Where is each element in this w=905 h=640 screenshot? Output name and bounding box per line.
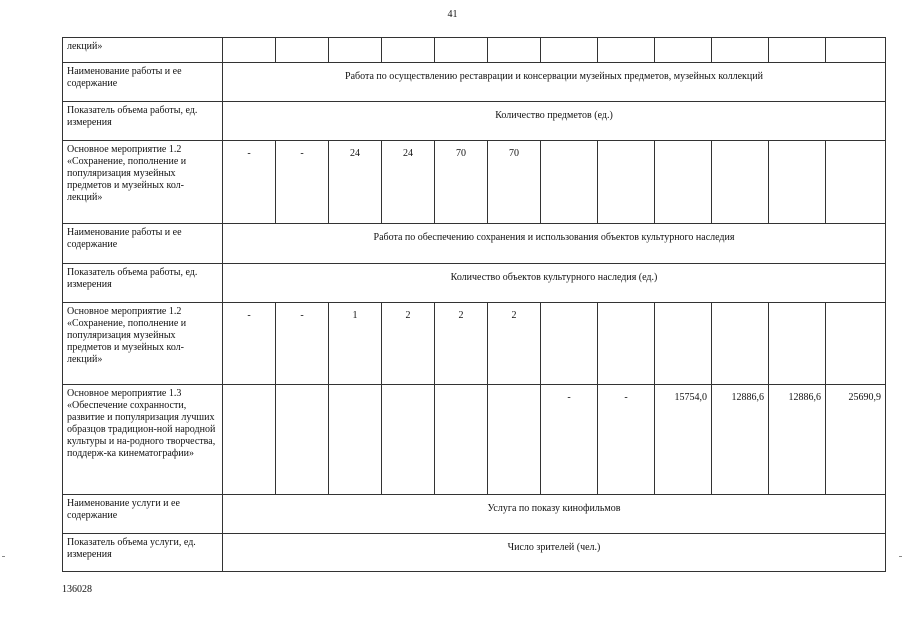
table-cell: 12886,6: [712, 385, 769, 495]
table-row: [63, 303, 886, 385]
page-number: 41: [447, 9, 458, 20]
merged-cell: Количество предметов (ед.): [223, 102, 886, 141]
table-cell: [488, 38, 541, 63]
table-cell: [712, 303, 769, 385]
merged-cell: Работа по обеспечению сохранения и использования объектов культурного наследия: [223, 224, 886, 264]
row-label: лекций»: [63, 38, 223, 63]
table-cell: [655, 38, 712, 63]
merged-cell: Число зрителей (чел.): [223, 534, 886, 572]
table-cell: -: [223, 303, 276, 385]
table-cell: [655, 141, 712, 224]
table-cell: 24: [329, 141, 382, 224]
table-cell: [712, 141, 769, 224]
table-cell: 1: [329, 303, 382, 385]
table-cell: [382, 38, 435, 63]
table-cell: 2: [488, 303, 541, 385]
table-cell: 12886,6: [769, 385, 826, 495]
table-cell: [826, 303, 886, 385]
table-cell: [329, 38, 382, 63]
table-cell: [712, 38, 769, 63]
table-cell: [382, 385, 435, 495]
row-label: Основное мероприятие 1.3 «Обеспечение сохранности, развитие и популяризация лучших образцов традицион-ной народной культуры и на-родного творчества, поддерж-ка кинематографии»: [63, 385, 223, 495]
table-cell: [541, 303, 598, 385]
table-cell: [769, 303, 826, 385]
table-cell: [435, 385, 488, 495]
table-cell: [826, 141, 886, 224]
table-cell: [769, 38, 826, 63]
table-cell: -: [223, 141, 276, 224]
table-row: [63, 141, 886, 224]
table-cell: 15754,0: [655, 385, 712, 495]
table-cell: [435, 38, 488, 63]
row-label: Показатель объема работы, ед. измерения: [63, 102, 223, 141]
table-cell: 24: [382, 141, 435, 224]
table-cell: -: [598, 385, 655, 495]
table-cell: 2: [382, 303, 435, 385]
edge-mark: [2, 556, 5, 557]
table-cell: [598, 38, 655, 63]
table-cell: [223, 385, 276, 495]
table-cell: [769, 141, 826, 224]
table-row: [63, 385, 886, 495]
table-cell: [541, 38, 598, 63]
table-cell: 70: [435, 141, 488, 224]
table-cell: [488, 385, 541, 495]
table-cell: -: [276, 141, 329, 224]
table-row: [63, 264, 886, 303]
table-cell: 70: [488, 141, 541, 224]
row-label: Основное мероприятие 1.2 «Сохранение, пополнение и популяризация музейных предметов и музейных кол-лекций»: [63, 141, 223, 224]
table-cell: [655, 303, 712, 385]
plan-table: [62, 37, 886, 572]
row-label: Показатель объема услуги, ед. измерения: [63, 534, 223, 572]
table-cell: 25690,9: [826, 385, 886, 495]
table-cell: [276, 38, 329, 63]
merged-cell: Услуга по показу кинофильмов: [223, 495, 886, 534]
table-cell: [276, 385, 329, 495]
table-cell: [598, 141, 655, 224]
row-label: Основное мероприятие 1.2 «Сохранение, пополнение и популяризация музейных предметов и музейных кол-лекций»: [63, 303, 223, 385]
table-cell: [223, 38, 276, 63]
table-cell: [329, 385, 382, 495]
table-cell: [541, 141, 598, 224]
row-label: Показатель объема работы, ед. измерения: [63, 264, 223, 303]
table-row: [63, 63, 886, 102]
table-row: [63, 224, 886, 264]
table-row: [63, 534, 886, 572]
table-cell: -: [541, 385, 598, 495]
row-label: Наименование услуги и ее содержание: [63, 495, 223, 534]
merged-cell: Работа по осуществлению реставрации и консервации музейных предметов, музейных коллекций: [223, 63, 886, 102]
table-cell: [826, 38, 886, 63]
table-row: [63, 38, 886, 63]
table-cell: [598, 303, 655, 385]
row-label: Наименование работы и ее содержание: [63, 63, 223, 102]
table-cell: -: [276, 303, 329, 385]
row-label: Наименование работы и ее содержание: [63, 224, 223, 264]
edge-mark: [899, 556, 902, 557]
table-row: [63, 102, 886, 141]
table-row: [63, 495, 886, 534]
table-cell: 2: [435, 303, 488, 385]
merged-cell: Количество объектов культурного наследия (ед.): [223, 264, 886, 303]
footer-code: 136028: [62, 584, 92, 595]
